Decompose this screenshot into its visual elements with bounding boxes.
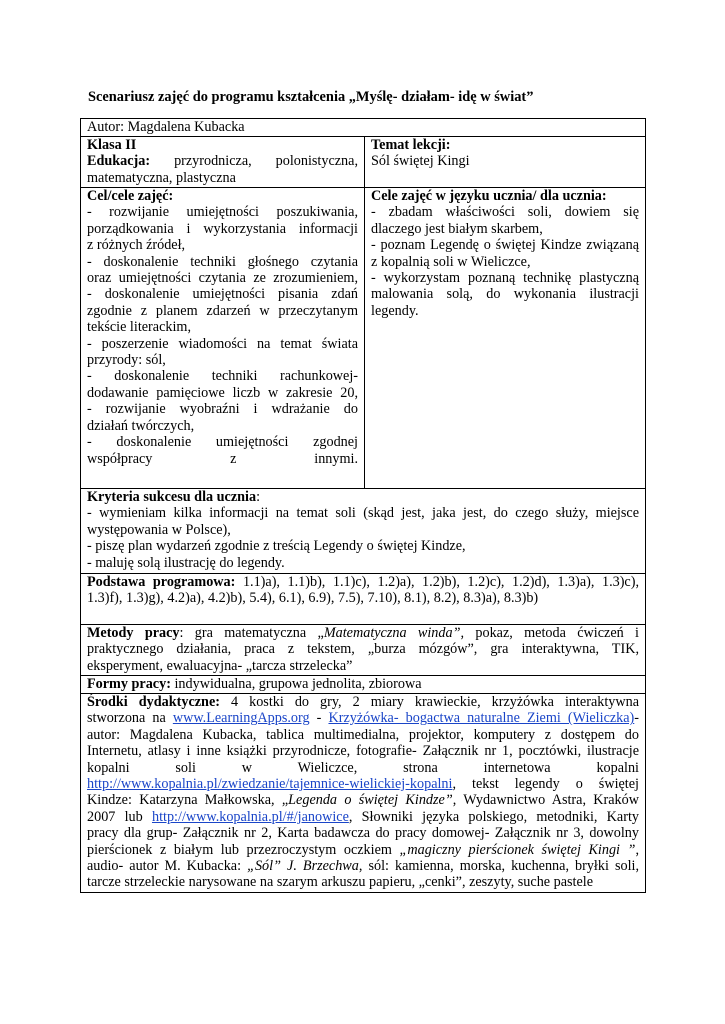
goal-line: zgodnie z planem zdarzeń w przeczytanym bbox=[87, 302, 358, 319]
kopalnia-janowice-link[interactable]: http://www.kopalnia.pl/#/janowice bbox=[151, 808, 349, 825]
criteria-line: - piszę plan wydarzeń zgodnie z treścią Legendy o świętej Kindze, bbox=[87, 538, 466, 555]
forms-label: Formy pracy: bbox=[87, 676, 171, 692]
topic-cell bbox=[365, 137, 646, 188]
means-text: - bbox=[309, 710, 329, 727]
means-line: Internetu, atlasy i inne książki przyrodnicze, fotografie- Załącznik nr 1, pocztówki, ilustracje bbox=[87, 743, 639, 760]
means-text: stworzona na bbox=[87, 710, 173, 727]
curriculum-codes-1: 1.1)a), 1.1)b), 1.1)c), 1.2)a), 1.2)b), 1.2)c), 1.2)d), 1.3)a), 1.3)c), bbox=[242, 574, 639, 590]
education-subjects-2: matematyczna, plastyczna bbox=[87, 169, 236, 186]
goal-line: - doskonalenie umiejętności pisania zdań bbox=[87, 286, 358, 303]
criteria-heading bbox=[87, 489, 639, 505]
criteria-cell bbox=[81, 489, 646, 574]
student-goal-line: - zbadam właściwości soli, dowiem się bbox=[371, 204, 639, 221]
means-text: , bbox=[635, 841, 639, 858]
means-text: , sól: kamienna, morska, kuchenna, bryłki soli, bbox=[358, 858, 639, 875]
means-text: 4 kostki do gry, 2 miary krawieckie, krzyżówka interaktywna bbox=[219, 694, 640, 710]
means-text: , Słowniki języka polskiego, metodniki, Karty bbox=[348, 808, 639, 825]
author-text: Autor: Magdalena Kubacka bbox=[87, 119, 245, 135]
methods-cell bbox=[81, 625, 646, 676]
criteria-label: Kryteria sukcesu dla ucznia bbox=[87, 489, 257, 505]
means-text: 2007 lub bbox=[87, 808, 152, 825]
curriculum-line bbox=[87, 574, 639, 590]
means-cell bbox=[81, 694, 646, 893]
means-line bbox=[87, 809, 639, 825]
goal-line: - doskonalenie techniki głośnego czytania bbox=[87, 253, 358, 270]
class-label: Klasa II bbox=[87, 137, 137, 153]
criteria-line: - maluję solą ilustrację do legendy. bbox=[87, 554, 285, 571]
curriculum-codes-2: 1.3)f), 1.3)g), 4.2)a), 4.2)b), 5.4), 6.1), 6.9), 7.5), 7.10), 8.1), 8.2), 8.3)a), 8.3)b) bbox=[87, 590, 539, 607]
kopalnia-tour-link[interactable]: http://www.kopalnia.pl/zwiedzanie/tajemnice-wielickiej-kopalni bbox=[87, 776, 453, 793]
class-cell bbox=[81, 137, 365, 188]
topic-value: Sól świętej Kingi bbox=[371, 153, 470, 170]
goal-line: - doskonalenie techniki rachunkowej- bbox=[87, 368, 358, 385]
topic-label: Temat lekcji: bbox=[371, 137, 451, 153]
means-line: tarcze strzeleckie narysowane na szarym arkuszu papieru, „cenki”, zeszyty, suche pastele bbox=[87, 874, 594, 891]
goal-line: przyrody: sól, bbox=[87, 352, 166, 369]
means-text: , tekst legendy o świętej bbox=[452, 776, 639, 793]
poem-title: „Sól” J. Brzechwa bbox=[247, 858, 359, 875]
crossword-link[interactable]: Krzyżówka- bogactwa naturalne Ziemi (Wieliczka) bbox=[328, 710, 635, 727]
goal-line: współpracy z innymi. bbox=[87, 450, 358, 467]
methods-line-3: eksperyment, ewaluacyjna- „tarcza strzelecka” bbox=[87, 657, 353, 674]
learningapps-link[interactable]: www.LearningApps.org bbox=[172, 710, 310, 727]
criteria-colon: : bbox=[256, 489, 261, 505]
methods-line bbox=[87, 625, 639, 641]
means-text: - bbox=[634, 710, 640, 727]
forms-cell bbox=[81, 676, 646, 694]
author-row bbox=[81, 119, 646, 137]
education-line bbox=[87, 153, 358, 169]
means-text: pierścionek z białym lub przezroczystym oczkiem bbox=[87, 841, 400, 858]
methods-game-title: Matematyczna winda”, bbox=[323, 625, 465, 641]
means-line bbox=[87, 842, 639, 858]
means-row bbox=[81, 694, 646, 893]
goal-line: - doskonalenie umiejętności zgodnej bbox=[87, 434, 358, 451]
goal-line: działań twórczych, bbox=[87, 417, 195, 434]
criteria-row bbox=[81, 489, 646, 574]
means-text: , Wydawnictwo Astra, Kraków bbox=[452, 792, 639, 809]
student-goal-line: - poznam Legendę o świętej Kindze związaną bbox=[371, 237, 639, 254]
means-line bbox=[87, 776, 639, 792]
means-line: pracy dla grup- Załącznik nr 2, Karta badawcza do pracy domowej- Załącznik nr 3, dowolny bbox=[87, 825, 639, 842]
document-title: Scenariusz zajęć do programu kształcenia „Myślę- działam- idę w świat” bbox=[88, 89, 534, 105]
goals-row bbox=[81, 188, 646, 489]
means-line bbox=[87, 792, 639, 808]
means-label: Środki dydaktyczne: bbox=[87, 694, 220, 710]
student-goal-line: legendy. bbox=[371, 302, 419, 319]
forms-value: indywidualna, grupowa jednolita, zbiorowa bbox=[170, 676, 422, 692]
criteria-line: - wymieniam kilka informacji na temat soli (skąd jest, jaka jest, do czego służy, miejsce bbox=[87, 505, 639, 522]
goals-cell bbox=[81, 188, 365, 489]
legend-book-title: Legenda o świętej Kindze” bbox=[288, 792, 453, 809]
methods-text: : gra matematyczna „ bbox=[179, 625, 324, 641]
class-topic-row bbox=[81, 137, 646, 188]
methods-text-2: pokaz, metoda ćwiczeń i bbox=[464, 625, 639, 641]
goal-line: - rozwijanie umiejętności poszukiwania, bbox=[87, 204, 358, 221]
scenario-table bbox=[80, 118, 646, 893]
goal-line: - rozwijanie wyobraźni i wdrażanie do bbox=[87, 401, 358, 418]
means-line bbox=[87, 858, 639, 874]
student-goal-line: - wykorzystam poznaną technikę plastyczną bbox=[371, 270, 639, 287]
forms-row bbox=[81, 676, 646, 694]
education-label: Edukacja: bbox=[87, 153, 151, 170]
student-goal-line: malowania solą, do wykonania ilustracji bbox=[371, 286, 639, 303]
curriculum-label: Podstawa programowa: bbox=[87, 574, 236, 590]
goals-label: Cel/cele zajęć: bbox=[87, 188, 174, 204]
student-goals-cell bbox=[365, 188, 646, 489]
means-text: audio- autor M. Kubacka: bbox=[87, 858, 248, 875]
magic-ring-title: „magiczny pierścionek świętej Kingi ” bbox=[399, 841, 636, 858]
methods-label: Metody pracy bbox=[87, 625, 180, 641]
student-goal-line: dlaczego jest białym skarbem, bbox=[371, 220, 543, 237]
student-goal-line: z kopalnią soli w Wieliczce, bbox=[371, 253, 531, 270]
goal-line: oraz umiejętności czytania ze zrozumieniem, bbox=[87, 270, 358, 287]
goal-line: dodawanie pamięciowe liczb w zakresie 20, bbox=[87, 384, 358, 401]
means-line bbox=[87, 694, 639, 710]
education-subjects-1: przyrodnicza, polonistyczna, bbox=[174, 153, 358, 170]
curriculum-cell bbox=[81, 574, 646, 625]
goal-line: tekście literackim, bbox=[87, 319, 191, 336]
curriculum-row bbox=[81, 574, 646, 625]
means-line bbox=[87, 710, 639, 726]
criteria-line: występowania w Polsce), bbox=[87, 521, 231, 538]
means-line: autor: Magdalena Kubacka, tablica multimedialna, projektor, komputery z dostępem do bbox=[87, 726, 639, 743]
student-goals-label: Cele zajęć w języku ucznia/ dla ucznia: bbox=[371, 188, 607, 204]
goal-line: z różnych źródeł, bbox=[87, 237, 186, 254]
methods-row bbox=[81, 625, 646, 676]
goal-line: - poszerzenie wiadomości na temat świata bbox=[87, 335, 358, 352]
means-line: kopalni soli w Wieliczce, strona internetowa kopalni bbox=[87, 759, 639, 776]
means-text: Kindze: Katarzyna Małkowska, „ bbox=[87, 792, 289, 809]
methods-line-2: praktycznego działania, praca z tekstem, „burza mózgów”, gra interaktywna, TIK, bbox=[87, 641, 639, 658]
goal-line: porządkowania i wykorzystania informacji bbox=[87, 220, 358, 237]
